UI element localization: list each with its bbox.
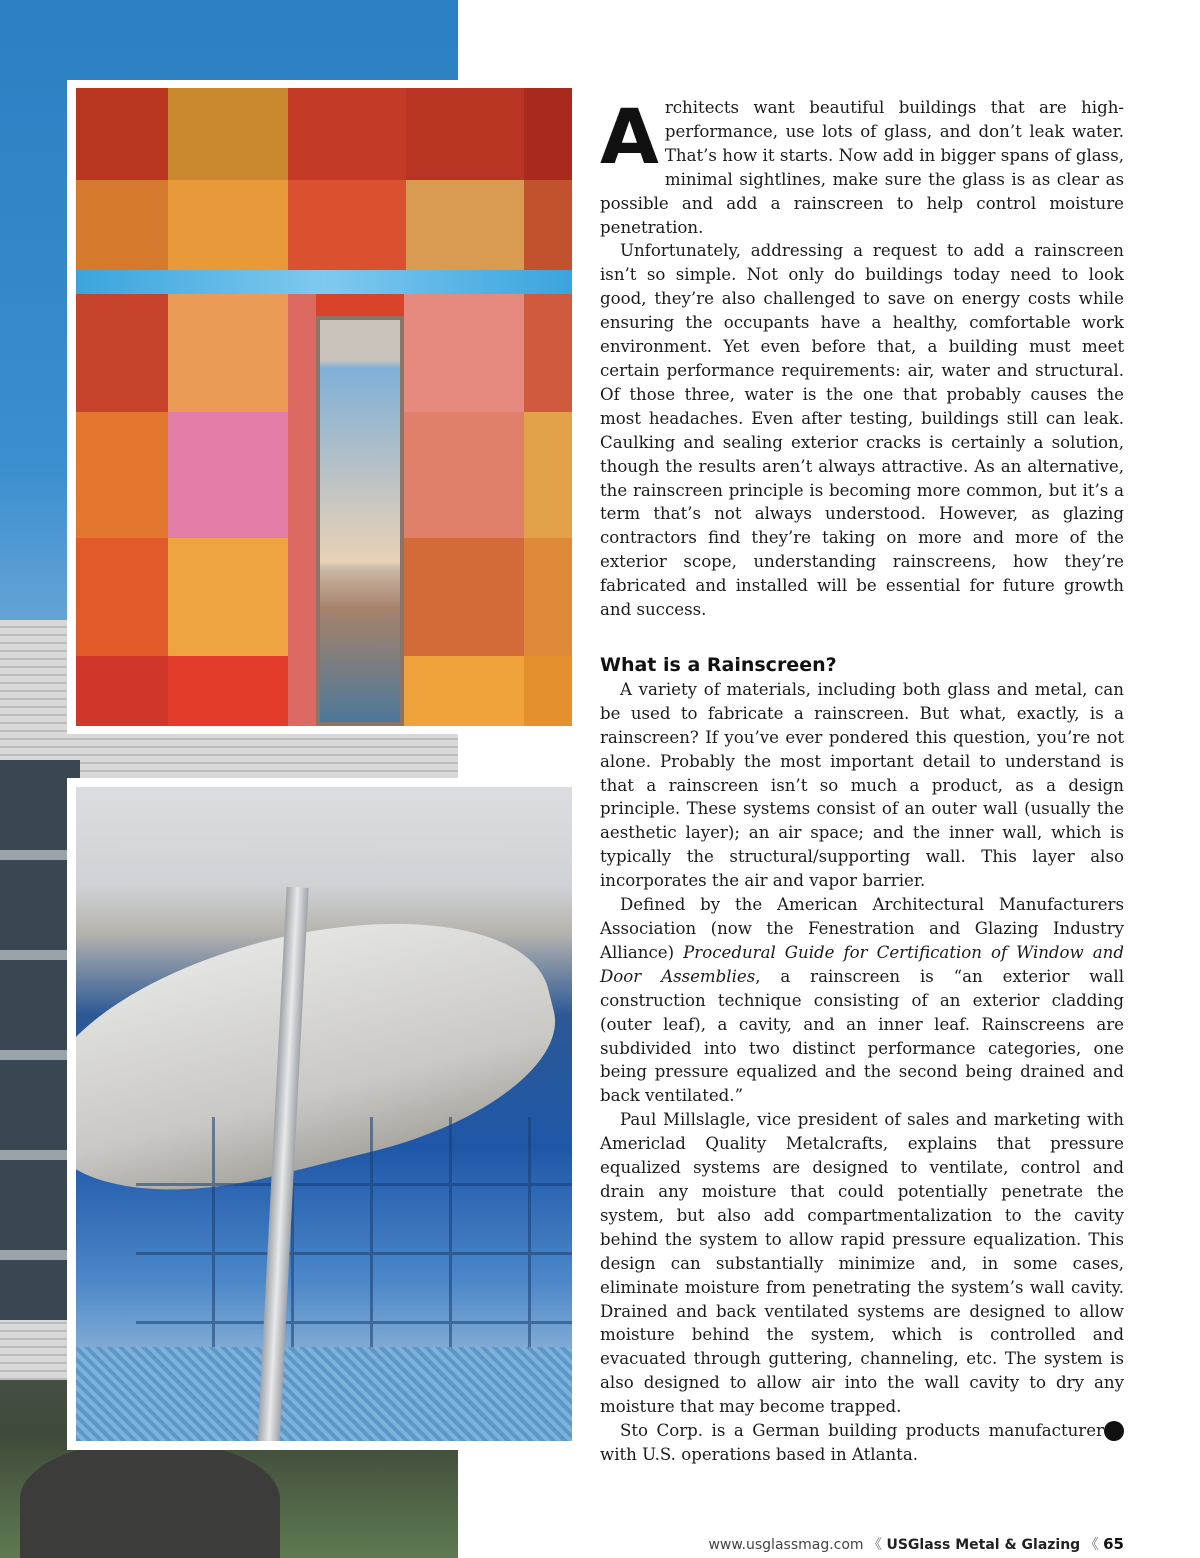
glass-pane (404, 656, 524, 726)
article-body (600, 92, 1136, 1467)
glass-pane (168, 656, 288, 726)
vertical-window-strip (316, 316, 404, 726)
glass-pane (168, 88, 288, 180)
glass-pane (168, 180, 288, 270)
glass-pane (404, 538, 524, 656)
drop-cap: A (600, 92, 659, 181)
glass-grid (136, 1117, 572, 1377)
guide-title: Procedural Guide for Certification of Window and Door Assemblies (600, 942, 1124, 986)
colored-glass-facade-photo (76, 88, 572, 726)
article-paragraph: A variety of materials, including both glass and metal, can be used to fabricate a rainscreen. But what, exactly, is a rainscreen? If you’ve ever pondered this question, you’re not alone. Probably the most important detail to understand is that a rainscreen isn’t so much a product, as a design principle. These systems consist of an outer wall (usually the aesthetic layer); an air space; and the inner wall, which is typically the structural/supporting wall. This layer also incorporates the air and vapor barrier. (600, 679, 1124, 891)
footer-url: www.usglassmag.com (708, 1537, 864, 1553)
curved-blue-facade-photo (76, 787, 572, 1441)
reflecting-pool (76, 1347, 572, 1441)
blue-glass-band (76, 270, 572, 294)
article-paragraph-intro (600, 92, 1124, 239)
last-paragraph-text: Sto Corp. is a German building products manufacturer with U.S. operations based in Atlanta. (600, 1421, 1104, 1464)
glass-pane (76, 538, 168, 656)
glass-pane (168, 412, 288, 538)
glass-pane (524, 294, 572, 412)
glass-pane (288, 294, 316, 726)
article-paragraph: Paul Millslagle, vice president of sales and marketing with Americlad Quality Metalcrafts, explains that pressure equalized systems are designed to ventilate, control and drain any moisture that could potentially penetrate the system, but also add compartmentalization to the cavity behind the system to allow rapid pressure equalization. This design can substantially minimize and, in some cases, eliminate moisture from penetrating the system’s wall cavity. Drained and back ventilated systems are designed to allow moisture behind the system, which is controlled and evacuated through guttering, channeling, etc. The system is also designed to allow air into the wall cavity to dry any moisture that may become trapped. (600, 1110, 1124, 1417)
article-paragraph-last (600, 1419, 1136, 1467)
arrow-right-circle-icon: ➜ (1104, 1421, 1124, 1441)
page-number: 65 (1103, 1535, 1124, 1553)
glass-pane (524, 180, 572, 270)
footer-separator: 《 (1084, 1537, 1099, 1553)
glass-pane (76, 180, 168, 270)
glass-pane (76, 412, 168, 538)
article-paragraph-definition (600, 893, 1124, 1108)
glass-pane (406, 180, 524, 270)
glass-pane (406, 88, 524, 180)
glass-pane (76, 656, 168, 726)
article-paragraph: Unfortunately, addressing a request to add a rainscreen isn’t so simple. Not only do buildings today need to look good, they’re also challenged to save on energy costs while ensuring the occupants have a healthy, comfortable work environment. Yet even before that, a building must meet certain performance requirements: air, water and structural. Of those three, water is the one that probably causes the most headaches. Even after testing, buildings still can leak. Caulking and sealing exterior cracks is certainly a solution, though the results aren’t always attractive. As an alternative, the rainscreen principle is becoming more common, but it’s a term that’s not always understood. However, as glazing contractors find they’re taking on more and more of the exterior scope, understanding rainscreens, how they’re fabricated and installed will be essential for future growth and success. (600, 241, 1124, 620)
glass-pane (168, 538, 288, 656)
glass-pane (404, 412, 524, 538)
glass-pane (524, 88, 572, 180)
glass-pane (524, 656, 572, 726)
glass-pane (404, 294, 524, 412)
footer-separator: 《 (868, 1537, 883, 1553)
foreground-rock (20, 1440, 280, 1558)
section-heading: What is a Rainscreen? (600, 653, 837, 676)
glass-pane (76, 88, 168, 180)
definition-text-start: Defined by the American Architectural Manufacturers Association (now the Fenestration and Glazing Industry Alliance) (600, 895, 1124, 962)
glass-pane (524, 538, 572, 656)
intro-text: rchitects want beautiful buildings that are high-performance, use lots of glass, and don’t leak water. That’s how it starts. Now add in bigger spans of glass, minimal sightlines, make sure the glass is as clear as possible and add a rainscreen to help control moisture penetration. (600, 98, 1124, 237)
glass-pane (168, 294, 288, 412)
definition-text-end: , a rainscreen is “an exterior wall construction technique consisting of an exterior cladding (outer leaf), a cavity, and an inner leaf. Rainscreens are subdivided into two distinct performance categories, one being pressure equalized and the second being drained and back ventilated.” (600, 966, 1124, 1106)
page-footer (708, 1534, 1124, 1554)
glass-pane (524, 412, 572, 538)
glass-pane (288, 180, 406, 270)
magazine-name: USGlass Metal & Glazing (886, 1537, 1081, 1553)
glass-pane (288, 88, 406, 180)
glass-pane (76, 294, 168, 412)
